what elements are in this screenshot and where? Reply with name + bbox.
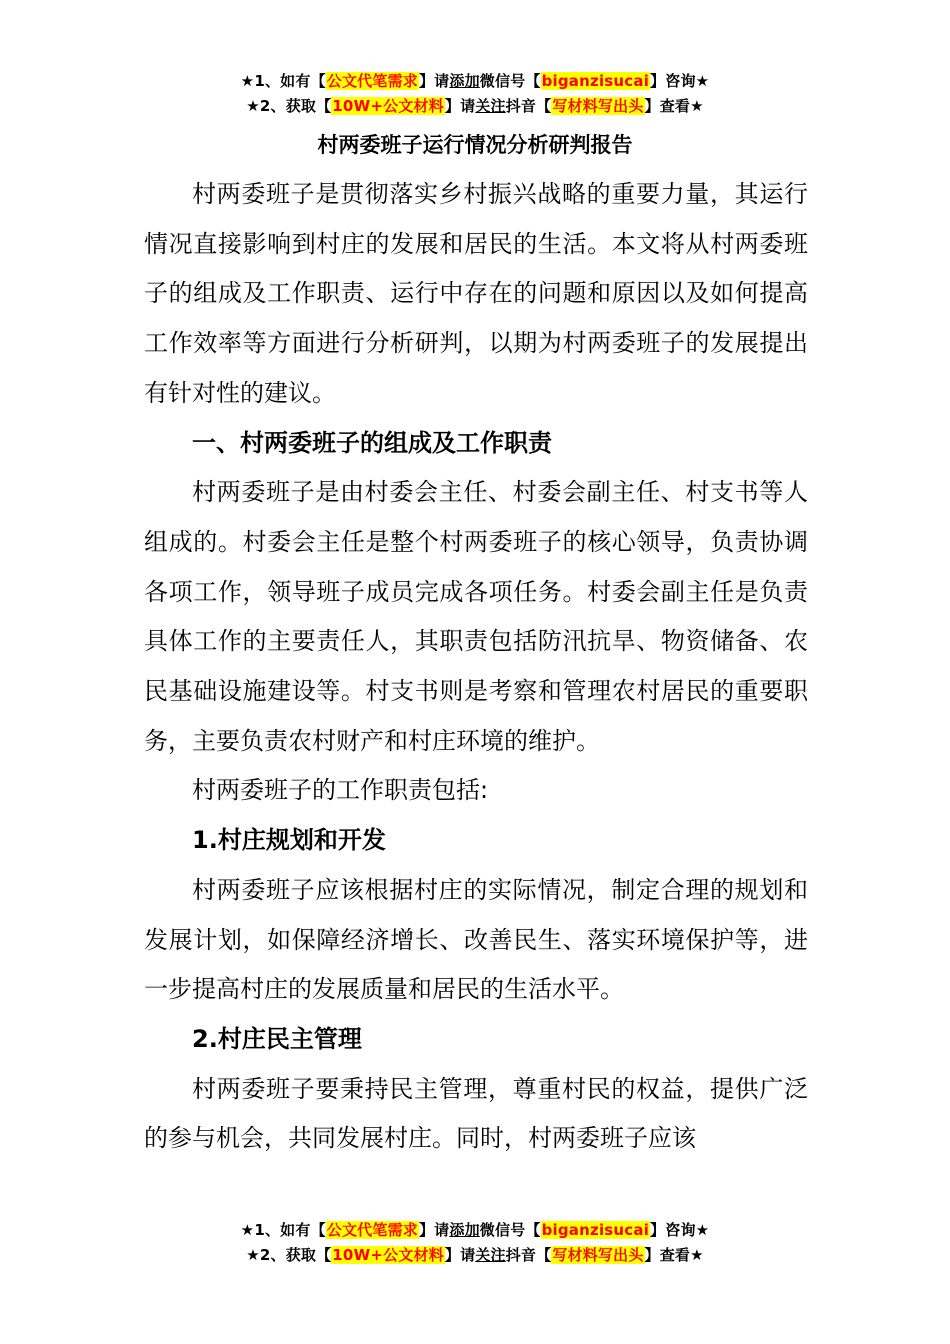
star-icon: ★ — [240, 72, 255, 90]
banner-underlined: 关注 — [475, 1246, 506, 1264]
section-heading-1: 一、村两委班子的组成及工作职责 — [192, 428, 552, 457]
banner-text: 1、如有【 — [254, 72, 326, 90]
banner-text: 微信号【 — [479, 1221, 541, 1239]
highlight-douyin-name: 写材料写出头 — [552, 1246, 644, 1264]
top-banner — [0, 69, 950, 119]
star-icon: ★ — [246, 1246, 260, 1264]
banner-underlined: 添加 — [449, 72, 480, 90]
star-icon: ★ — [690, 1246, 704, 1264]
highlight-service: 公文代笔需求 — [326, 72, 418, 90]
banner-text: 微信号【 — [479, 72, 541, 90]
subheading-democratic-management: 2.村庄民主管理 — [192, 1024, 362, 1053]
document-body — [144, 170, 808, 1164]
document-title: 村两委班子运行情况分析研判报告 — [317, 133, 633, 157]
banner-text: 】请 — [418, 1221, 450, 1239]
paragraph-duties-intro: 村两委班子的工作职责包括: — [192, 776, 489, 805]
highlight-materials: 10W+公文材料 — [332, 1246, 444, 1264]
banner-text: 】咨询 — [650, 1221, 696, 1239]
banner-text: 】咨询 — [650, 72, 696, 90]
highlight-douyin-name: 写材料写出头 — [552, 97, 644, 115]
star-icon: ★ — [240, 1221, 255, 1239]
banner-text: 2、获取【 — [259, 1246, 332, 1264]
banner-line-2 — [0, 1243, 950, 1268]
banner-line-2 — [0, 94, 950, 119]
paragraph-intro: 村两委班子是贯彻落实乡村振兴战略的重要力量，其运行情况直接影响到村庄的发展和居民的生活。本文将从村两委班子的组成及工作职责、运行中存在的问题和原因以及如何提高工作效率等方面进行分析研判，以期为村两委班子的发展提出有针对性的建议。 — [144, 180, 808, 407]
banner-text: 】请 — [444, 1246, 476, 1264]
banner-line-1 — [0, 1218, 950, 1243]
star-icon: ★ — [246, 97, 260, 115]
star-icon: ★ — [695, 72, 710, 90]
banner-text: 抖音【 — [505, 1246, 552, 1264]
banner-text: 】查看 — [644, 97, 691, 115]
banner-text: 】请 — [418, 72, 450, 90]
banner-text: 2、获取【 — [259, 97, 332, 115]
banner-underlined: 关注 — [475, 97, 506, 115]
highlight-wechat-id: biganzisucai — [541, 1221, 650, 1239]
banner-line-1 — [0, 69, 950, 94]
paragraph-planning: 村两委班子应该根据村庄的实际情况，制定合理的规划和发展计划，如保障经济增长、改善民生、落实环境保护等，进一步提高村庄的发展质量和居民的生活水平。 — [144, 875, 808, 1004]
star-icon: ★ — [690, 97, 704, 115]
star-icon: ★ — [695, 1221, 710, 1239]
highlight-materials: 10W+公文材料 — [332, 97, 444, 115]
banner-text: 】查看 — [644, 1246, 691, 1264]
banner-text: 抖音【 — [505, 97, 552, 115]
paragraph-composition: 村两委班子是由村委会主任、村委会副主任、村支书等人组成的。村委会主任是整个村两委班子的核心领导，负责协调各项工作，领导班子成员完成各项任务。村委会副主任是负责具体工作的主要责任人，其职责包括防汛抗旱、物资储备、农民基础设施建设等。村支书则是考察和管理农村居民的重要职务，主要负责农村财产和村庄环境的维护。 — [144, 478, 808, 755]
banner-text: 】请 — [444, 97, 476, 115]
highlight-wechat-id: biganzisucai — [541, 72, 650, 90]
subheading-planning: 1.村庄规划和开发 — [192, 826, 386, 855]
highlight-service: 公文代笔需求 — [326, 1221, 418, 1239]
banner-underlined: 添加 — [449, 1221, 480, 1239]
bottom-banner — [0, 1218, 950, 1268]
banner-text: 1、如有【 — [254, 1221, 326, 1239]
paragraph-democratic-management: 村两委班子要秉持民主管理，尊重村民的权益，提供广泛的参与机会，共同发展村庄。同时，村两委班子应该 — [144, 1074, 808, 1153]
